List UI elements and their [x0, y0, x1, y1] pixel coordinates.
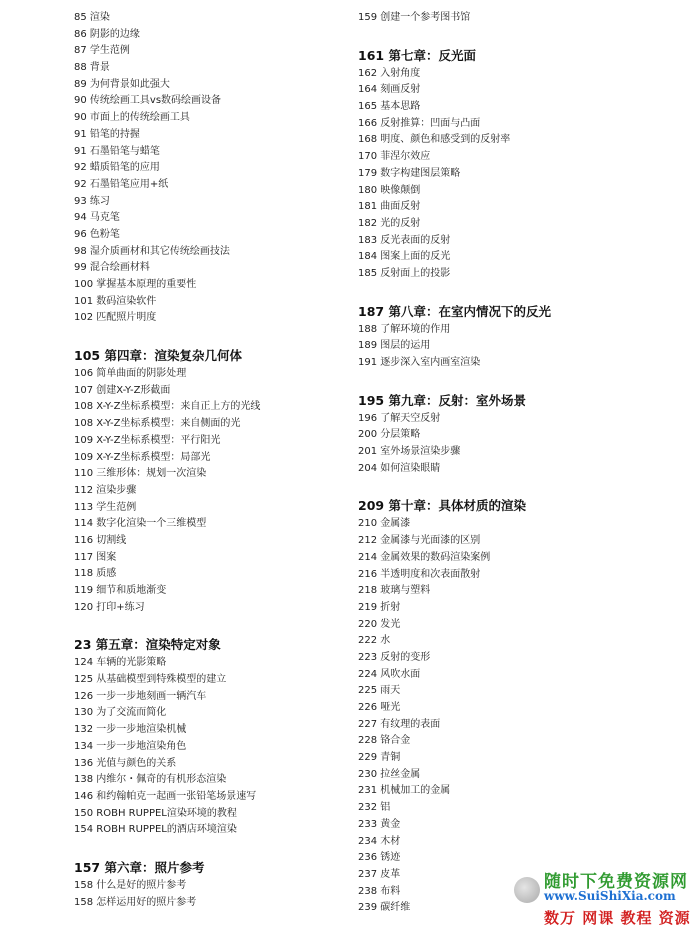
- watermark-url: www.SuiShiXia.com: [544, 889, 676, 903]
- toc-entry: 112 渲染步骤: [74, 484, 137, 496]
- toc-entry: 188 了解环境的作用: [358, 323, 451, 335]
- toc-entry: 126 一步一步地刻画一辆汽车: [74, 690, 207, 702]
- toc-entry: 118 质感: [74, 568, 117, 580]
- toc-entry: 182 光的反射: [358, 217, 421, 229]
- chapter-heading: 23 第五章：渲染特定对象: [74, 637, 221, 653]
- toc-entry: 220 发光: [358, 618, 401, 630]
- toc-entry: 109 X-Y-Z坐标系模型：平行阳光: [74, 434, 221, 446]
- toc-entry: 165 基本思路: [358, 101, 421, 113]
- toc-entry: 158 怎样运用好的照片参考: [74, 896, 197, 908]
- toc-entry: 233 黄金: [358, 818, 401, 830]
- toc-entry: 234 木材: [358, 835, 401, 847]
- watermark-logo-icon: [514, 877, 540, 903]
- toc-entry: 120 打印+练习: [74, 601, 145, 613]
- toc-entry: 93 练习: [74, 195, 110, 207]
- toc-entry: 183 反光表面的反射: [358, 234, 451, 246]
- toc-entry: 134 一步一步地渲染角色: [74, 740, 187, 752]
- toc-entry: 196 了解天空反射: [358, 412, 441, 424]
- toc-entry: 226 哑光: [358, 702, 401, 713]
- toc-entry: 90 传统绘画工具vs数码绘画设备: [74, 95, 222, 107]
- toc-entry: 214 金属效果的数码渲染案例: [358, 551, 491, 563]
- toc-entry: 114 数字化渲染一个三维模型: [74, 518, 207, 530]
- toc-entry: 92 石墨铅笔应用+纸: [74, 178, 169, 190]
- toc-entry: 204 如何渲染眼睛: [358, 462, 441, 474]
- chapter-heading: 157 第六章：照片参考: [74, 859, 205, 875]
- toc-entry: 216 半透明度和次表面散射: [358, 568, 481, 580]
- toc-entry: 92 蜡质铅笔的应用: [74, 162, 160, 174]
- toc-entry: 166 反射推算：凹面与凸面: [358, 117, 481, 129]
- toc-entry: 86 阴影的边缘: [74, 28, 140, 40]
- toc-entry: 179 数字构建图层策略: [358, 167, 461, 179]
- watermark-title: 随时下免费资源网: [544, 872, 688, 892]
- toc-entry: 230 拉丝金属: [358, 768, 421, 780]
- chapter-heading: 187 第八章：在室内情况下的反光: [358, 303, 551, 319]
- toc-entry: 94 马克笔: [74, 212, 120, 224]
- toc-entry: 159 创建一个参考图书馆: [358, 12, 471, 23]
- toc-entry: 106 简单曲面的阴影处理: [74, 368, 187, 380]
- watermark-slogan: 数万 网课 教程 资源: [544, 909, 691, 927]
- toc-entry: 158 什么是好的照片参考: [74, 879, 187, 891]
- toc-entry: 170 菲涅尔效应: [358, 151, 431, 163]
- toc-entry: 185 反射面上的投影: [358, 267, 451, 279]
- toc-entry: 130 为了交流而简化: [74, 707, 167, 719]
- toc-entry: 181 曲面反射: [358, 201, 421, 213]
- toc-entry: 89 为何背景如此强大: [74, 78, 170, 90]
- toc-entry: 99 混合绘画材料: [74, 262, 150, 274]
- toc-entry: 98 湿介质画材和其它传统绘画技法: [74, 245, 230, 257]
- toc-entry: 162 入射角度: [358, 67, 421, 79]
- toc-entry: 108 X-Y-Z坐标系模型：来自侧面的光: [74, 418, 241, 430]
- toc-entry: 238 布料: [358, 885, 401, 897]
- toc-entry: 200 分层策略: [358, 429, 421, 441]
- toc-entry: 100 掌握基本原理的重要性: [74, 279, 197, 290]
- toc-entry: 125 从基础模型到特殊模型的建立: [74, 674, 227, 686]
- toc-entry: 236 锈迹: [358, 852, 401, 864]
- chapter-heading: 161 第七章：反光面: [358, 47, 476, 63]
- toc-entry: 88 背景: [74, 62, 110, 74]
- toc-entry: 138 内维尔・佩奇的有机形态渲染: [74, 774, 227, 786]
- toc-entry: 232 铝: [358, 802, 391, 814]
- toc-entry: 222 水: [358, 635, 391, 647]
- chapter-heading: 105 第四章：渲染复杂几何体: [74, 348, 242, 364]
- toc-entry: 110 三维形体：规划一次渲染: [74, 468, 207, 480]
- toc-entry: 219 折射: [358, 601, 401, 613]
- chapter-heading: 209 第十章：具体材质的渲染: [358, 498, 526, 514]
- toc-entry: 154 ROBH RUPPEL的酒店环境渲染: [74, 824, 237, 836]
- toc-entry: 229 青铜: [358, 752, 401, 764]
- toc-entry: 189 图层的运用: [358, 340, 431, 352]
- toc-entry: 210 金属漆: [358, 518, 411, 530]
- toc-entry: 237 皮革: [358, 868, 401, 880]
- toc-entry: 101 数码渲染软件: [74, 295, 157, 307]
- toc-entry: 224 风吹水面: [358, 668, 421, 680]
- toc-entry: 164 刻画反射: [358, 84, 421, 96]
- toc-entry: 96 色粉笔: [74, 228, 120, 240]
- toc-entry: 85 渲染: [74, 12, 110, 23]
- toc-entry: 119 细节和质地渐变: [74, 585, 167, 596]
- toc-entry: 191 逐步深入室内画室渲染: [358, 357, 481, 368]
- toc-entry: 146 和约翰帕克一起画一张铅笔场景速写: [74, 790, 257, 802]
- toc-entry: 168 明度、颜色和感受到的反射率: [358, 134, 511, 146]
- toc-entry: 132 一步一步地渲染机械: [74, 724, 187, 736]
- toc-entry: 218 玻璃与塑料: [358, 585, 431, 597]
- toc-entry: 228 铬合金: [358, 735, 411, 747]
- toc-entry: 201 室外场景渲染步骤: [358, 446, 461, 458]
- toc-entry: 117 图案: [74, 551, 117, 563]
- toc-entry: 124 车辆的光影策略: [74, 657, 167, 669]
- toc-entry: 116 切割线: [74, 534, 127, 546]
- toc-entry: 91 铅笔的持握: [74, 128, 140, 140]
- toc-entry: 87 学生范例: [74, 45, 130, 57]
- toc-entry: 180 映像颠倒: [358, 184, 421, 196]
- toc-entry: 225 雨天: [358, 685, 401, 697]
- toc-entry: 227 有纹理的表面: [358, 718, 441, 730]
- toc-entry: 223 反射的变形: [358, 651, 431, 663]
- toc-entry: 109 X-Y-Z坐标系模型：局部光: [74, 451, 211, 463]
- chapter-heading: 195 第九章：反射：室外场景: [358, 392, 526, 408]
- toc-right-column: [358, 10, 678, 917]
- toc-entry: 90 市面上的传统绘画工具: [74, 112, 190, 124]
- watermark: [514, 867, 696, 929]
- toc-entry: 184 图案上面的反光: [358, 251, 451, 263]
- toc-entry: 150 ROBH RUPPEL渲染环境的教程: [74, 807, 237, 819]
- toc-entry: 107 创建X-Y-Z形截面: [74, 384, 171, 396]
- toc-entry: 136 光值与颜色的关系: [74, 757, 177, 769]
- toc-entry: 239 碳纤维: [358, 902, 411, 914]
- toc-left-column: [74, 10, 344, 911]
- toc-entry: 102 匹配照片明度: [74, 312, 157, 324]
- toc-entry: 231 机械加工的金属: [358, 785, 451, 797]
- toc-entry: 212 金属漆与光面漆的区别: [358, 535, 481, 547]
- toc-entry: 91 石墨铅笔与蜡笔: [74, 145, 160, 157]
- toc-entry: 108 X-Y-Z坐标系模型：来自正上方的光线: [74, 401, 261, 413]
- toc-entry: 113 学生范例: [74, 501, 137, 513]
